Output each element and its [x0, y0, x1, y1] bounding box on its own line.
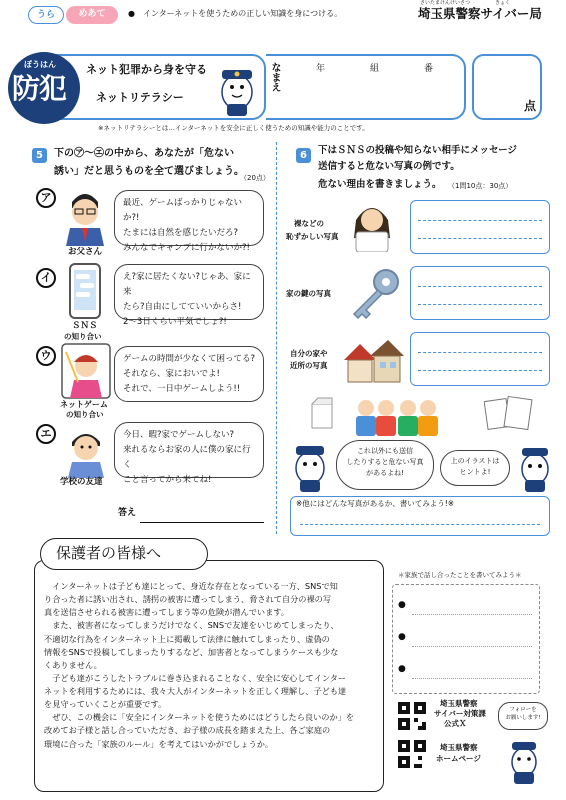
tag-meate: めあて	[66, 6, 118, 24]
q6-label-1a: 裸などの	[294, 219, 324, 228]
q5-bubble-u	[114, 346, 264, 402]
hint-left-line-1: これ以外にも送信	[357, 447, 413, 455]
houses-icon	[342, 338, 404, 384]
q5-u-line-2: それなら、家においでよ!	[123, 368, 220, 379]
q5-mark-a: ア	[36, 188, 56, 208]
q6-text-1: 下はＳＮＳの投稿や知らない相手にメッセージ	[318, 145, 517, 156]
bullet-2: ●	[398, 632, 406, 642]
q6-answer-2-line-a	[418, 286, 542, 287]
q5-u-line-1: ゲームの時間が少なくて困ってる?	[123, 354, 256, 364]
q5-bubble-a	[114, 190, 264, 253]
q6-answer-3-line-b	[418, 370, 542, 371]
q5-a-line-3: みんなでキャンプに行かないか?!	[123, 242, 250, 253]
sns-label-1: 埼玉県警察	[440, 699, 478, 708]
q5-points: （20点）	[240, 174, 270, 182]
q5-who-a: お父さん	[68, 247, 103, 257]
p1-l1: インターネットは子ども達にとって、身近な存在となっている一方、SNSで知	[52, 581, 338, 591]
q5-text-2: 誘い」だと思うものを全て選びましょう。	[54, 166, 244, 177]
towel-girl-icon	[348, 198, 396, 252]
column-divider	[276, 142, 277, 534]
hint-left-line-2: したりすると危ない写真	[346, 458, 424, 467]
q6-number: 6	[296, 148, 311, 163]
family-line-2	[412, 646, 532, 647]
family-line-1	[412, 614, 532, 615]
q5-bubble-e	[114, 422, 264, 485]
q5-i-line-2: たら?自由にしてていいからさ!	[123, 301, 242, 312]
bureau-ruby: さいたまけんけいさつ きょく	[420, 0, 511, 6]
q6-label-1b: 恥ずかしい写真	[286, 232, 339, 241]
smartphone-icon	[68, 262, 102, 320]
q6-text-2: 送信すると危ない写真の例です。	[318, 161, 460, 172]
parents-body	[44, 580, 380, 751]
follow-bubble	[498, 702, 548, 730]
parents-para-2	[44, 619, 380, 672]
qr-home-icon[interactable]	[398, 740, 426, 768]
parents-para-4	[44, 711, 380, 750]
q5-mark-i: イ	[36, 268, 56, 288]
police-mascot-left-icon	[288, 438, 332, 492]
police-mascot-right-icon	[514, 440, 556, 492]
p3-l2: ネットを利用するためには、我々大人がインターネットを正しく理解し、子ども達	[44, 686, 347, 696]
key-icon	[346, 266, 402, 322]
father-icon	[60, 184, 110, 246]
number-label: 番	[424, 64, 434, 74]
p2-l1: また、被害者になってしまうだけでなく、SNSで友達をいじめてしまったり、	[52, 620, 339, 631]
q5-who-i: ＳＮＳ	[72, 321, 98, 331]
q6-hint-bubble-left	[336, 440, 434, 490]
q5-e-line-2: 来れるならお家の人に僕の家に行く	[123, 444, 251, 470]
q6-label-3a: 自分の家や	[290, 349, 328, 358]
q5-mark-e: エ	[36, 424, 56, 444]
mascot-bottom-icon	[504, 734, 544, 784]
hint-right-line-1: 上のイラストは	[450, 457, 500, 465]
p2-l3: 情報をSNSで投稿してしまったりするなど、加害者となってしまうケースも少な	[44, 646, 339, 657]
p2-l2: 不適切な行為をインターネット上に掲載して法律に触れてしまったり、虚偽の	[44, 633, 330, 644]
q5-a-line-1: 最近、ゲームばっかりじゃないか?!	[123, 198, 243, 223]
hint-right-line-2: ヒントよ!	[459, 468, 491, 477]
goal-text: ● インターネットを使うための正しい知識を身につける。	[128, 9, 343, 18]
hint-left-line-3: があるよね!	[366, 469, 404, 478]
game-player-icon	[60, 342, 112, 400]
q5-answer-line[interactable]	[140, 522, 264, 523]
milk-carton-icon	[306, 396, 340, 430]
home-label-1: 埼玉県警察	[440, 743, 478, 752]
q5-e-line-1: 今日、暇?家でゲームしない?	[123, 430, 235, 440]
parents-title: 保護者の皆様へ	[56, 544, 162, 562]
title-line-2: ネットリテラシー	[96, 91, 184, 104]
q6-answer-1-line-a	[418, 220, 542, 221]
q5-who2-i: の知り合い	[64, 332, 102, 341]
bureau-name: 埼玉県警察サイバー局	[418, 6, 542, 21]
literacy-note: ※ネットリテラシーとは…インターネットを安全に正しく使うための知識や能力のことです。	[98, 124, 369, 132]
p3-l1: 子ども達がこうしたトラブルに巻き込まれることなく、安全に安心してインター	[52, 672, 347, 683]
q6-extra-line	[300, 524, 540, 525]
q5-answer-label: 答え	[118, 508, 137, 518]
p2-l4: くありません。	[44, 659, 102, 670]
q5-i-line-1: え?家に居たくない?じゃあ、家に来	[123, 272, 251, 297]
q5-who2-u: の知り合い	[66, 410, 104, 419]
bullet-3: ●	[398, 664, 406, 674]
class-label: 組	[370, 64, 380, 74]
p1-l3: 真を送信させられる被害に遭ってしまう等の危険が潜んでいます。	[44, 607, 289, 618]
p4-l1: ぜひ、この機会に「安全にインターネットを使うためにはどうしたら良いのか」を	[52, 712, 355, 723]
school-friend-icon	[62, 422, 110, 478]
q5-text-1: 下の㋐～㋓の中から、あなたが「危ない	[54, 148, 234, 159]
follow-line-1: フォローを	[509, 707, 537, 713]
q5-who-e: 学校の友達	[60, 477, 103, 487]
p4-l3: 環境に合った「家族のルール」を考えてはいかがでしょうか。	[44, 738, 274, 749]
q5-e-line-3: こと言ってから来てね!	[123, 474, 212, 485]
q6-label-3b: 近所の写真	[290, 361, 328, 370]
follow-line-2: お願いします!	[505, 715, 541, 722]
q6-label-2: 家の鍵の写真	[286, 289, 331, 298]
family-line-3	[412, 678, 532, 679]
q5-i-line-3: 2～3日くらい平気でしょ?!	[123, 316, 227, 327]
parents-para-3	[44, 672, 380, 711]
q6-answer-3-line-a	[418, 352, 542, 353]
name-label: なまえ	[269, 62, 280, 92]
q6-text-3: 危ない理由を書きましょう。	[318, 179, 442, 190]
q5-bubble-i	[114, 264, 264, 327]
q5-who-u: ネットゲーム	[60, 400, 108, 409]
q5-mark-u: ウ	[36, 346, 56, 366]
sns-label-2: サイバー対策課	[434, 709, 486, 718]
q5-number: 5	[32, 148, 47, 163]
p3-l3: を見守っていくことが重要です。	[44, 699, 167, 710]
title-line-1: ネット犯罪から身を守る	[86, 63, 207, 76]
parents-para-1	[44, 580, 380, 619]
score-label: 点	[524, 99, 537, 113]
q6-points: （1問10点：30点）	[448, 182, 513, 190]
qr-sns-icon[interactable]	[398, 702, 426, 730]
grade-label: 年	[316, 64, 326, 74]
q6-hint-bubble-right	[440, 450, 510, 486]
mascot-icon	[214, 62, 260, 118]
name-box	[266, 54, 466, 120]
p4-l2: 改めてお子様と話し合っていただき、お子様の成長を踏まえた上、各ご家庭の	[44, 725, 331, 736]
sns-label-3: 公式Ｘ	[444, 719, 467, 728]
q6-extra-text: ※他にはどんな写真があるか、書いてみよう!※	[296, 499, 455, 508]
logo-ruby: ぼうはん	[24, 60, 56, 69]
group-photo-icon	[352, 396, 442, 436]
documents-icon	[484, 394, 534, 434]
q6-answer-3[interactable]	[410, 332, 550, 386]
logo-text: 防犯	[12, 72, 67, 105]
p1-l2: り合った者に誘い出され、誘拐の被害に遭ってしまう、脅されて自分の裸の写	[44, 594, 332, 605]
q6-answer-2[interactable]	[410, 266, 550, 320]
q6-answer-1[interactable]	[410, 200, 550, 254]
q6-answer-1-line-b	[418, 238, 542, 239]
q5-a-line-2: たまには自然を感じたいだろ?	[123, 227, 239, 238]
q5-u-line-3: それで、一日中ゲームしよう!!	[123, 383, 241, 394]
tag-ura: うら	[28, 6, 64, 24]
q6-answer-2-line-b	[418, 304, 542, 305]
family-note-label: ＊家族で話し合ったことを書いてみよう＊	[398, 571, 522, 579]
home-label-2: ホームページ	[436, 754, 481, 763]
bullet-1: ●	[398, 600, 406, 610]
